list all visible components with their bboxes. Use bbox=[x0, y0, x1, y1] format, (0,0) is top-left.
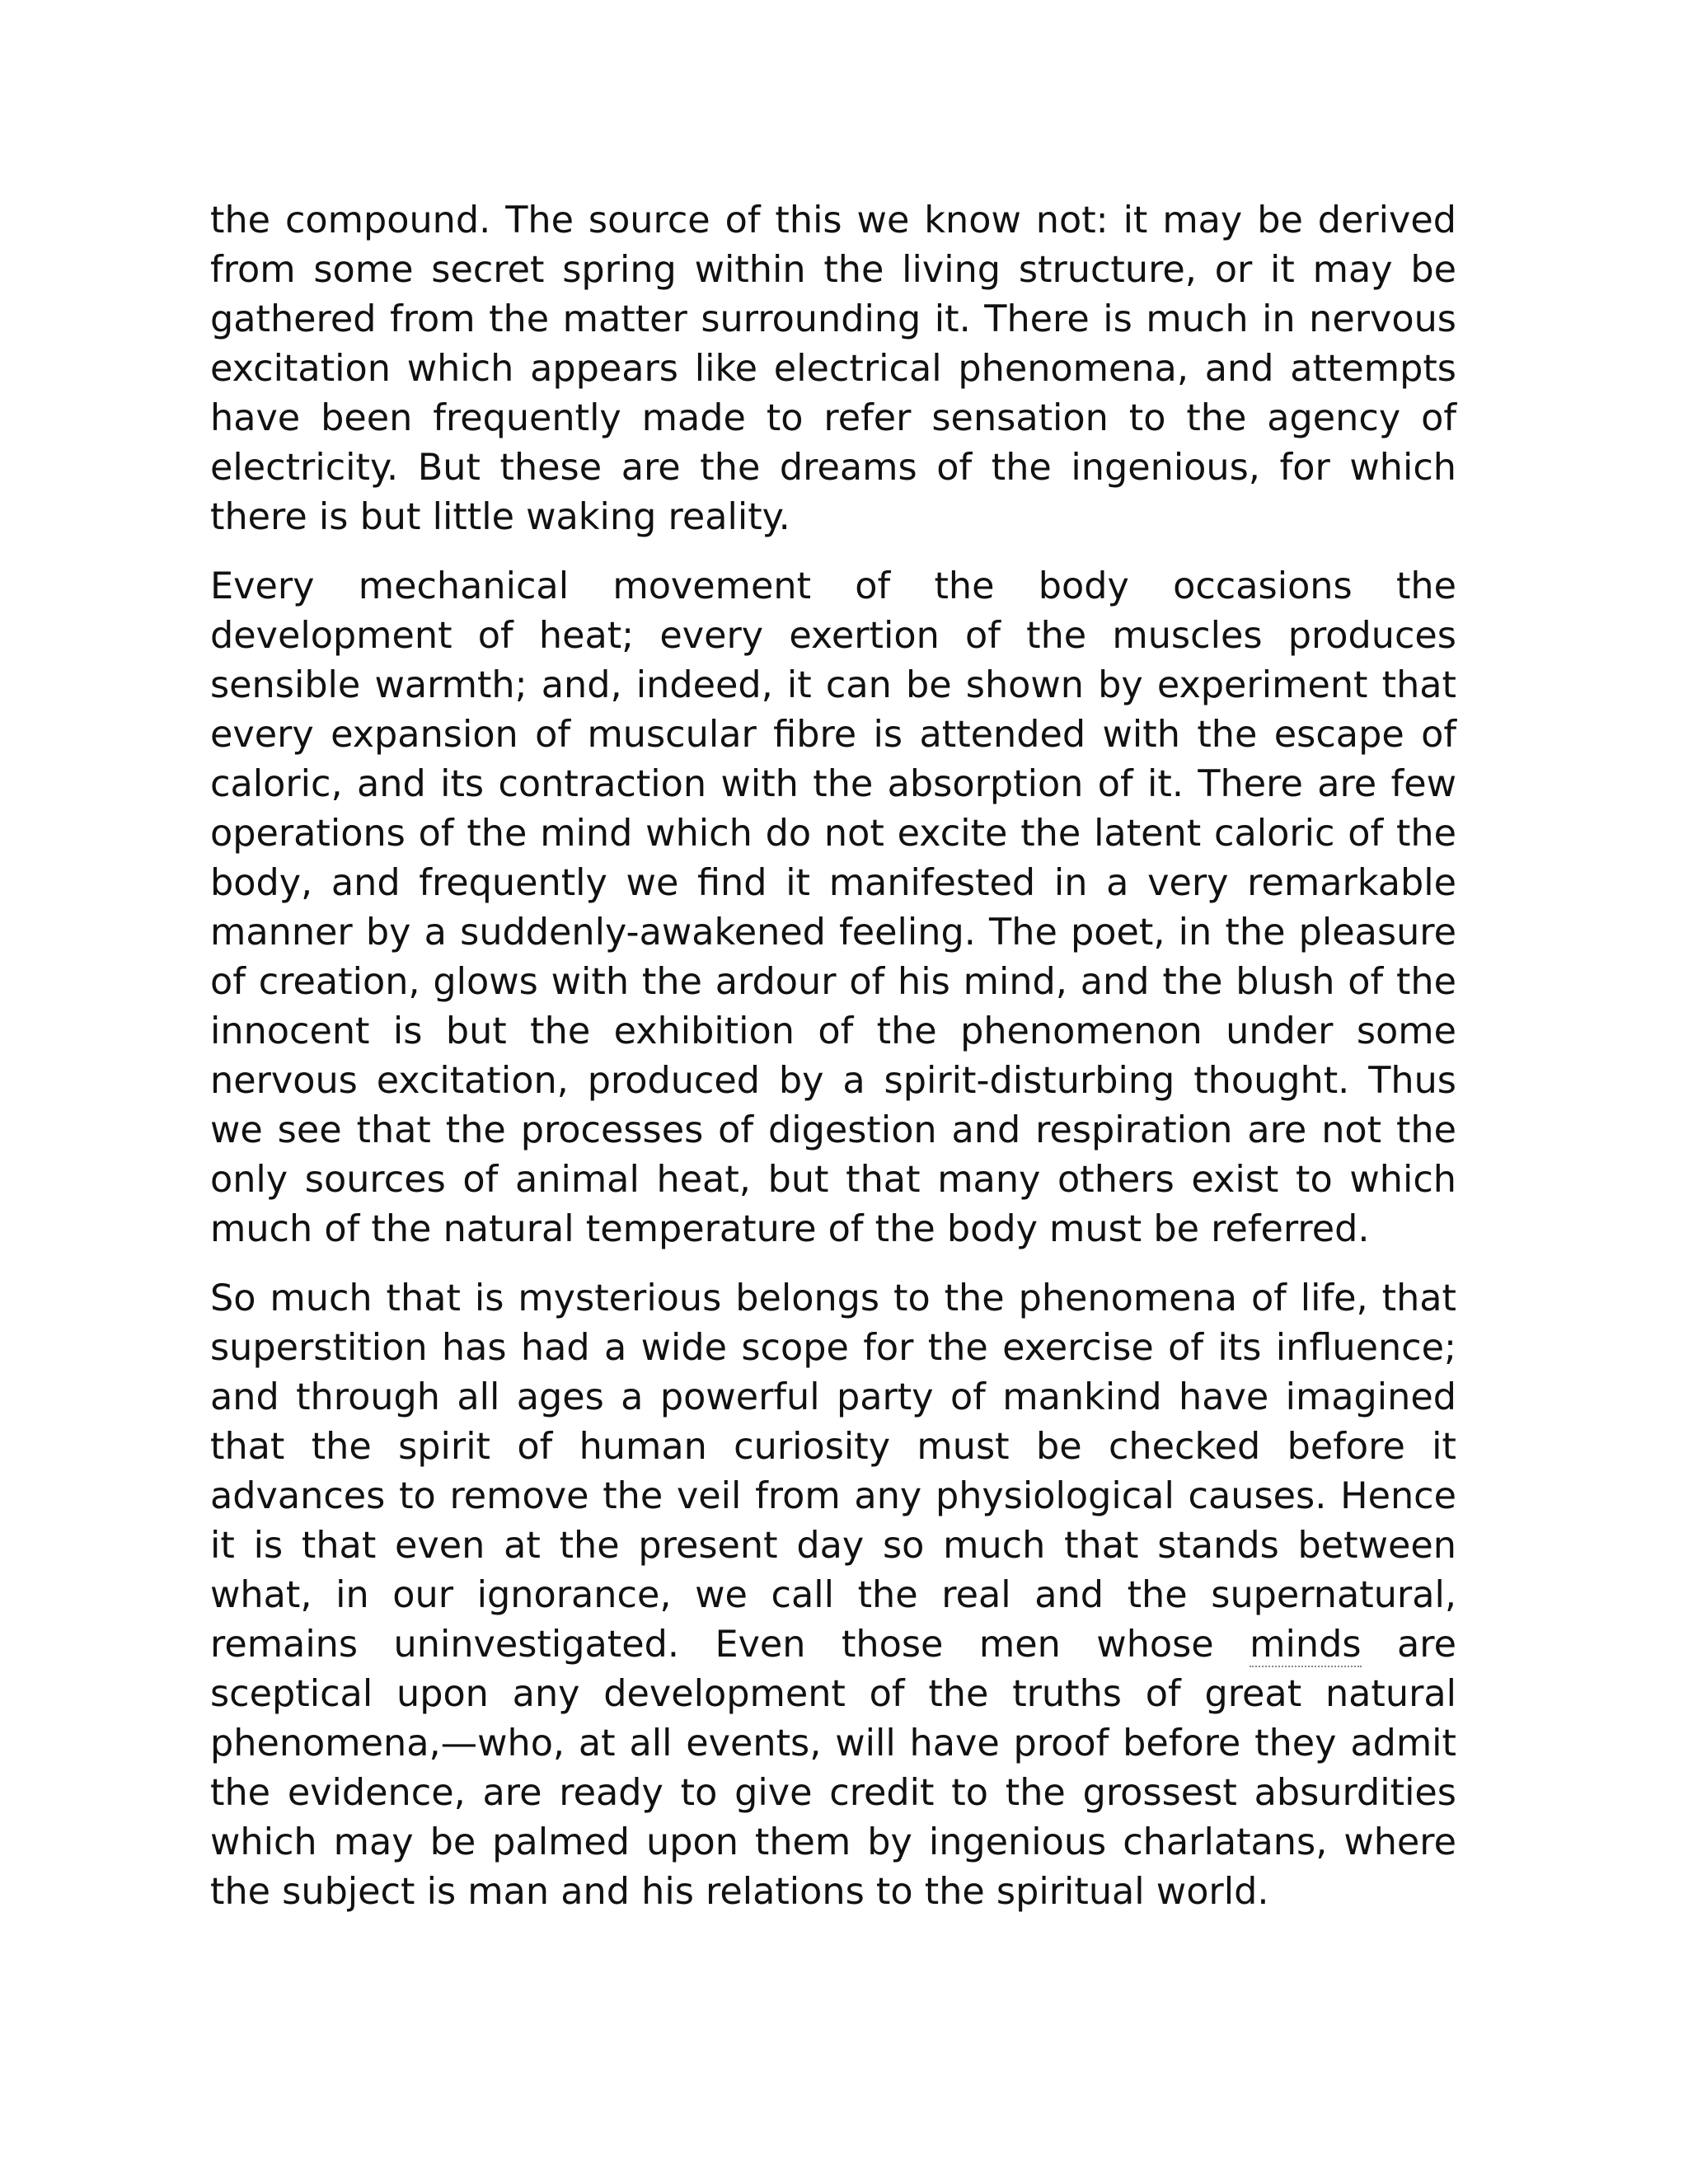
paragraph-1: the compound. The source of this we know not: it may be derived from some secret spring within the living structure, or it may be gathered from the matter surrounding it. There is much in nervous excitation which appears like electrical phenomena, and attempts have been frequently made to refer sensation to the agency of electricity. But these are the dreams of the ingenious, for which there is but little waking reality. bbox=[210, 199, 1456, 538]
paragraph-3-text-before: So much that is mysterious belongs to the phenomena of life, that superstition has had a wide scope for the exercise of its influence; and through all ages a powerful party of mankind have imagined that the spirit of human curiosity must be checked before it advances to remove the veil from any physiological causes. Hence it is that even at the present day so much that stands between what, in our ignorance, we call the real and the supernatural, remains uninvestigated. Even those men whose bbox=[210, 1277, 1456, 1666]
paragraph-3-text-after: are sceptical upon any development of the truths of great natural phenomena,—who, at all events, will have proof before they admit the evidence, are ready to give credit to the grossest absurdities which may be palmed upon them by ingenious charlatans, where the subject is man and his relations to the spiritual world. bbox=[210, 1624, 1456, 1913]
paragraph-3 bbox=[210, 1274, 1456, 1917]
annotated-word[interactable]: minds bbox=[1250, 1624, 1362, 1666]
paragraph-2: Every mechanical movement of the body occasions the development of heat; every exertion of the muscles produces sensible warmth; and, indeed, it can be shown by experiment that every expansion of muscular fibre is attended with the escape of caloric, and its contraction with the absorption of it. There are few operations of the mind which do not excite the latent caloric of the body, and frequently we find it manifested in a very remarkable manner by a suddenly-awakened feeling. The poet, in the pleasure of creation, glows with the ardour of his mind, and the blush of the innocent is but the exhibition of the phenomenon under some nervous excitation, produced by a spirit-disturbing thought. Thus we see that the processes of digestion and respiration are not the only sources of animal heat, but that many others exist to which much of the natural temperature of the body must be referred. bbox=[210, 565, 1456, 1250]
document-page bbox=[210, 196, 1456, 1917]
